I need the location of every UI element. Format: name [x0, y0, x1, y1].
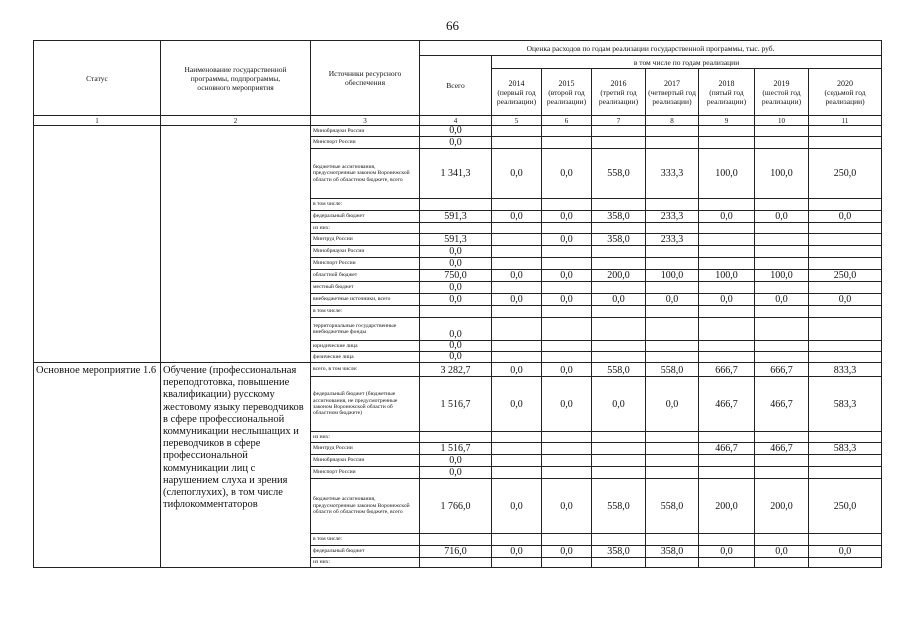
value-cell — [755, 467, 809, 479]
value-cell — [592, 306, 646, 318]
table-row — [34, 126, 882, 137]
value-cell — [592, 341, 646, 352]
value-cell — [542, 282, 592, 294]
value-cell — [699, 246, 755, 258]
value-cell — [646, 558, 699, 568]
value-cell — [699, 199, 755, 211]
source-cell: в том числе: — [311, 534, 420, 546]
source-cell: из них: — [311, 432, 420, 443]
value-cell — [492, 258, 542, 270]
value-cell: 558,0 — [592, 363, 646, 377]
value-cell — [809, 432, 882, 443]
value-cell — [809, 341, 882, 352]
year-number: 2014 — [508, 78, 525, 88]
value-cell — [699, 558, 755, 568]
header-year-2016 — [592, 69, 646, 116]
value-cell — [542, 126, 592, 137]
header-year-2017 — [646, 69, 699, 116]
value-cell — [492, 341, 542, 352]
value-cell — [542, 352, 592, 363]
source-cell: физические лица — [311, 352, 420, 363]
value-cell — [492, 137, 542, 149]
value-cell — [542, 341, 592, 352]
source-cell: Минспорт России — [311, 258, 420, 270]
value-cell — [699, 467, 755, 479]
value-cell: 0,0 — [542, 377, 592, 432]
column-number: 7 — [592, 116, 646, 126]
value-cell — [646, 467, 699, 479]
value-cell: 358,0 — [592, 546, 646, 558]
value-cell: 0,0 — [420, 246, 492, 258]
value-cell: 358,0 — [592, 234, 646, 246]
value-cell — [699, 534, 755, 546]
value-cell — [699, 352, 755, 363]
value-cell: 0,0 — [755, 294, 809, 306]
value-cell: 200,0 — [592, 270, 646, 282]
header-year-2020 — [809, 69, 882, 116]
value-cell: 666,7 — [699, 363, 755, 377]
value-cell — [592, 126, 646, 137]
value-cell — [646, 352, 699, 363]
column-number: 2 — [161, 116, 311, 126]
source-cell: Минтруд России — [311, 443, 420, 455]
year-number: 2017 — [664, 78, 680, 88]
value-cell — [646, 432, 699, 443]
header-including: в том числе по годам реализации — [492, 56, 882, 69]
header-sources: Источники ресурсного обеспечения — [311, 41, 420, 116]
value-cell: 591,3 — [420, 211, 492, 223]
header-status: Статус — [34, 41, 161, 116]
value-cell: 0,0 — [420, 467, 492, 479]
value-cell: 200,0 — [755, 479, 809, 534]
value-cell — [699, 455, 755, 467]
value-cell: 0,0 — [592, 294, 646, 306]
value-cell — [592, 443, 646, 455]
column-number: 10 — [755, 116, 809, 126]
value-cell: 466,7 — [755, 443, 809, 455]
value-cell — [755, 234, 809, 246]
value-cell — [492, 306, 542, 318]
value-cell — [592, 199, 646, 211]
source-cell: Минтруд России — [311, 234, 420, 246]
value-cell: 0,0 — [492, 479, 542, 534]
value-cell: 0,0 — [420, 126, 492, 137]
value-cell — [592, 534, 646, 546]
value-cell: 0,0 — [542, 294, 592, 306]
value-cell — [755, 432, 809, 443]
value-cell — [492, 199, 542, 211]
value-cell: 666,7 — [755, 363, 809, 377]
value-cell: 0,0 — [542, 211, 592, 223]
value-cell — [592, 352, 646, 363]
value-cell — [420, 432, 492, 443]
value-cell — [699, 306, 755, 318]
value-cell — [492, 534, 542, 546]
year-number: 2020 — [837, 78, 854, 88]
value-cell: 558,0 — [592, 149, 646, 199]
value-cell — [542, 432, 592, 443]
budget-table — [33, 40, 882, 568]
value-cell — [809, 534, 882, 546]
value-cell — [755, 455, 809, 467]
value-cell: 0,0 — [420, 455, 492, 467]
value-cell — [592, 246, 646, 258]
value-cell — [592, 282, 646, 294]
value-cell: 1 516,7 — [420, 443, 492, 455]
year-number: 2018 — [718, 78, 735, 88]
year-label: (седьмой год реализации) — [824, 87, 866, 106]
value-cell: 100,0 — [699, 270, 755, 282]
value-cell — [699, 341, 755, 352]
value-cell: 833,3 — [809, 363, 882, 377]
source-cell: Минобрнауки России — [311, 246, 420, 258]
source-cell: областной бюджет — [311, 270, 420, 282]
value-cell — [755, 223, 809, 234]
value-cell — [699, 432, 755, 443]
value-cell: 0,0 — [542, 234, 592, 246]
header-year-2019 — [755, 69, 809, 116]
value-cell — [592, 432, 646, 443]
value-cell: 466,7 — [699, 377, 755, 432]
value-cell — [755, 126, 809, 137]
source-cell: Минспорт России — [311, 137, 420, 149]
status-cell: Основное мероприятие 1.6 — [34, 363, 161, 568]
value-cell — [542, 318, 592, 341]
value-cell: 0,0 — [542, 479, 592, 534]
column-number: 3 — [311, 116, 420, 126]
value-cell — [755, 306, 809, 318]
header-estimate: Оценка расходов по годам реализации государственной программы, тыс. руб. — [420, 41, 882, 56]
value-cell: 0,0 — [542, 363, 592, 377]
value-cell — [492, 455, 542, 467]
value-cell — [542, 137, 592, 149]
year-number: 2019 — [773, 78, 790, 88]
value-cell — [809, 352, 882, 363]
value-cell: 0,0 — [492, 546, 542, 558]
value-cell: 0,0 — [492, 211, 542, 223]
value-cell — [420, 223, 492, 234]
value-cell: 250,0 — [809, 270, 882, 282]
value-cell: 100,0 — [646, 270, 699, 282]
value-cell — [646, 341, 699, 352]
value-cell: 100,0 — [755, 149, 809, 199]
source-cell: федеральный бюджет — [311, 211, 420, 223]
year-label: (шестой год реализации) — [761, 87, 802, 106]
source-cell: федеральный бюджет — [311, 546, 420, 558]
value-cell: 558,0 — [592, 479, 646, 534]
header-year-2018 — [699, 69, 755, 116]
source-cell: всего, в том числе: — [311, 363, 420, 377]
page-number: 66 — [446, 18, 459, 33]
value-cell — [699, 318, 755, 341]
value-cell: 0,0 — [699, 211, 755, 223]
value-cell — [809, 137, 882, 149]
value-cell: 0,0 — [646, 377, 699, 432]
source-cell: в том числе: — [311, 199, 420, 211]
value-cell — [755, 258, 809, 270]
value-cell — [699, 137, 755, 149]
value-cell — [809, 258, 882, 270]
year-label: (второй год реализации) — [546, 87, 587, 106]
value-cell: 0,0 — [646, 294, 699, 306]
value-cell — [646, 455, 699, 467]
value-cell — [592, 137, 646, 149]
value-cell: 0,0 — [542, 149, 592, 199]
value-cell: 100,0 — [699, 149, 755, 199]
value-cell — [492, 318, 542, 341]
source-cell: Минобрнауки России — [311, 126, 420, 137]
value-cell — [592, 558, 646, 568]
value-cell — [755, 341, 809, 352]
source-cell: местный бюджет — [311, 282, 420, 294]
value-cell: 100,0 — [755, 270, 809, 282]
source-cell: территориальные государственные внебюджетные фонды — [311, 318, 420, 341]
value-cell — [492, 432, 542, 443]
value-cell — [809, 318, 882, 341]
header-year-2014 — [492, 69, 542, 116]
value-cell: 0,0 — [592, 377, 646, 432]
value-cell: 0,0 — [420, 282, 492, 294]
value-cell — [542, 246, 592, 258]
value-cell — [809, 126, 882, 137]
header-name: Наименование государственной программы, подпрограммы, основного мероприятия — [161, 41, 311, 116]
value-cell — [809, 282, 882, 294]
value-cell — [699, 258, 755, 270]
value-cell — [646, 126, 699, 137]
value-cell: 358,0 — [646, 546, 699, 558]
name-cell — [161, 126, 311, 363]
value-cell — [542, 467, 592, 479]
value-cell — [699, 234, 755, 246]
source-cell: юридические лица — [311, 341, 420, 352]
column-number: 9 — [699, 116, 755, 126]
value-cell: 0,0 — [809, 294, 882, 306]
source-cell: в том числе: — [311, 306, 420, 318]
value-cell — [646, 443, 699, 455]
value-cell — [420, 558, 492, 568]
value-cell: 466,7 — [755, 377, 809, 432]
value-cell: 0,0 — [420, 258, 492, 270]
value-cell: 716,0 — [420, 546, 492, 558]
value-cell: 0,0 — [420, 294, 492, 306]
value-cell — [755, 558, 809, 568]
source-cell: бюджетные ассигнования, предусмотренные законом Воронежской области об областном бюджете, всего — [311, 149, 420, 199]
value-cell: 0,0 — [755, 546, 809, 558]
value-cell: 0,0 — [699, 294, 755, 306]
value-cell — [492, 126, 542, 137]
column-number: 11 — [809, 116, 882, 126]
source-cell: бюджетные ассигнования, предусмотренные законом Воронежской области об областном бюджете, всего — [311, 479, 420, 534]
value-cell — [755, 318, 809, 341]
value-cell — [542, 455, 592, 467]
header-year-2015 — [542, 69, 592, 116]
source-cell: из них: — [311, 558, 420, 568]
value-cell — [699, 126, 755, 137]
value-cell — [646, 199, 699, 211]
value-cell — [420, 534, 492, 546]
value-cell — [699, 282, 755, 294]
value-cell: 250,0 — [809, 479, 882, 534]
value-cell — [492, 558, 542, 568]
value-cell: 750,0 — [420, 270, 492, 282]
value-cell: 0,0 — [755, 211, 809, 223]
source-cell: из них: — [311, 223, 420, 234]
source-cell: Минобрнауки России — [311, 455, 420, 467]
value-cell — [809, 558, 882, 568]
value-cell: 583,3 — [809, 377, 882, 432]
column-number: 6 — [542, 116, 592, 126]
value-cell — [542, 306, 592, 318]
value-cell: 0,0 — [420, 341, 492, 352]
value-cell: 0,0 — [420, 318, 492, 341]
value-cell: 0,0 — [492, 294, 542, 306]
value-cell: 3 282,7 — [420, 363, 492, 377]
source-cell: Минспорт России — [311, 467, 420, 479]
value-cell — [646, 282, 699, 294]
year-number: 2016 — [610, 78, 627, 88]
value-cell — [542, 443, 592, 455]
value-cell — [699, 223, 755, 234]
value-cell: 1 766,0 — [420, 479, 492, 534]
value-cell — [542, 223, 592, 234]
value-cell — [809, 306, 882, 318]
value-cell — [492, 467, 542, 479]
value-cell: 250,0 — [809, 149, 882, 199]
source-cell: федеральный бюджет (бюджетные ассигнования, не предусмотренные законом Воронежской области об областном бюджете) — [311, 377, 420, 432]
value-cell: 0,0 — [809, 211, 882, 223]
value-cell — [809, 234, 882, 246]
value-cell — [420, 306, 492, 318]
value-cell — [542, 534, 592, 546]
year-label: (первый год реализации) — [496, 87, 537, 106]
value-cell — [755, 352, 809, 363]
value-cell — [420, 199, 492, 211]
value-cell — [542, 199, 592, 211]
value-cell: 0,0 — [542, 546, 592, 558]
column-number: 8 — [646, 116, 699, 126]
value-cell: 1 516,7 — [420, 377, 492, 432]
value-cell: 558,0 — [646, 363, 699, 377]
value-cell — [592, 223, 646, 234]
value-cell — [755, 137, 809, 149]
value-cell: 200,0 — [699, 479, 755, 534]
value-cell — [592, 467, 646, 479]
value-cell: 333,3 — [646, 149, 699, 199]
table-row — [34, 363, 882, 377]
value-cell: 0,0 — [492, 270, 542, 282]
value-cell — [755, 246, 809, 258]
column-number: 1 — [34, 116, 161, 126]
value-cell: 0,0 — [492, 149, 542, 199]
value-cell: 358,0 — [592, 211, 646, 223]
value-cell — [646, 223, 699, 234]
value-cell — [592, 318, 646, 341]
value-cell — [592, 258, 646, 270]
source-cell: внебюджетные источники, всего — [311, 294, 420, 306]
value-cell — [492, 223, 542, 234]
column-number: 5 — [492, 116, 542, 126]
value-cell: 466,7 — [699, 443, 755, 455]
value-cell: 1 341,3 — [420, 149, 492, 199]
value-cell: 0,0 — [492, 377, 542, 432]
value-cell: 0,0 — [809, 546, 882, 558]
value-cell — [809, 467, 882, 479]
value-cell — [542, 558, 592, 568]
value-cell — [755, 282, 809, 294]
value-cell: 0,0 — [420, 137, 492, 149]
year-label: (пятый год реализации) — [706, 87, 747, 106]
value-cell — [492, 246, 542, 258]
value-cell — [492, 282, 542, 294]
value-cell: 0,0 — [699, 546, 755, 558]
value-cell — [646, 534, 699, 546]
value-cell: 0,0 — [492, 363, 542, 377]
value-cell — [492, 352, 542, 363]
value-cell: 0,0 — [420, 352, 492, 363]
value-cell — [646, 258, 699, 270]
column-number: 4 — [420, 116, 492, 126]
value-cell — [809, 246, 882, 258]
year-number: 2015 — [558, 78, 575, 88]
value-cell — [542, 258, 592, 270]
value-cell — [492, 443, 542, 455]
year-label: (третий год реализации) — [598, 87, 639, 106]
value-cell: 591,3 — [420, 234, 492, 246]
value-cell: 0,0 — [542, 270, 592, 282]
value-cell: 233,3 — [646, 234, 699, 246]
value-cell — [646, 246, 699, 258]
value-cell — [646, 318, 699, 341]
value-cell — [646, 306, 699, 318]
value-cell — [755, 199, 809, 211]
value-cell: 558,0 — [646, 479, 699, 534]
value-cell — [592, 455, 646, 467]
value-cell — [809, 223, 882, 234]
status-cell — [34, 126, 161, 363]
value-cell — [755, 534, 809, 546]
value-cell — [492, 234, 542, 246]
value-cell — [646, 137, 699, 149]
year-label: (четвертый год реализации) — [648, 87, 696, 106]
value-cell — [809, 199, 882, 211]
name-cell: Обучение (профессиональная переподготовка, повышение квалификации) русскому жестовому языку переводчиков в сфере профессиональной коммуникации неслышащих и переводчиков в сфере профессиональной коммуникации лиц с нарушением слуха и зрения (слепоглухих), в том числе тифлокомментаторов — [161, 363, 311, 568]
header-total: Всего — [420, 56, 492, 116]
value-cell — [809, 455, 882, 467]
value-cell: 583,3 — [809, 443, 882, 455]
value-cell: 233,3 — [646, 211, 699, 223]
